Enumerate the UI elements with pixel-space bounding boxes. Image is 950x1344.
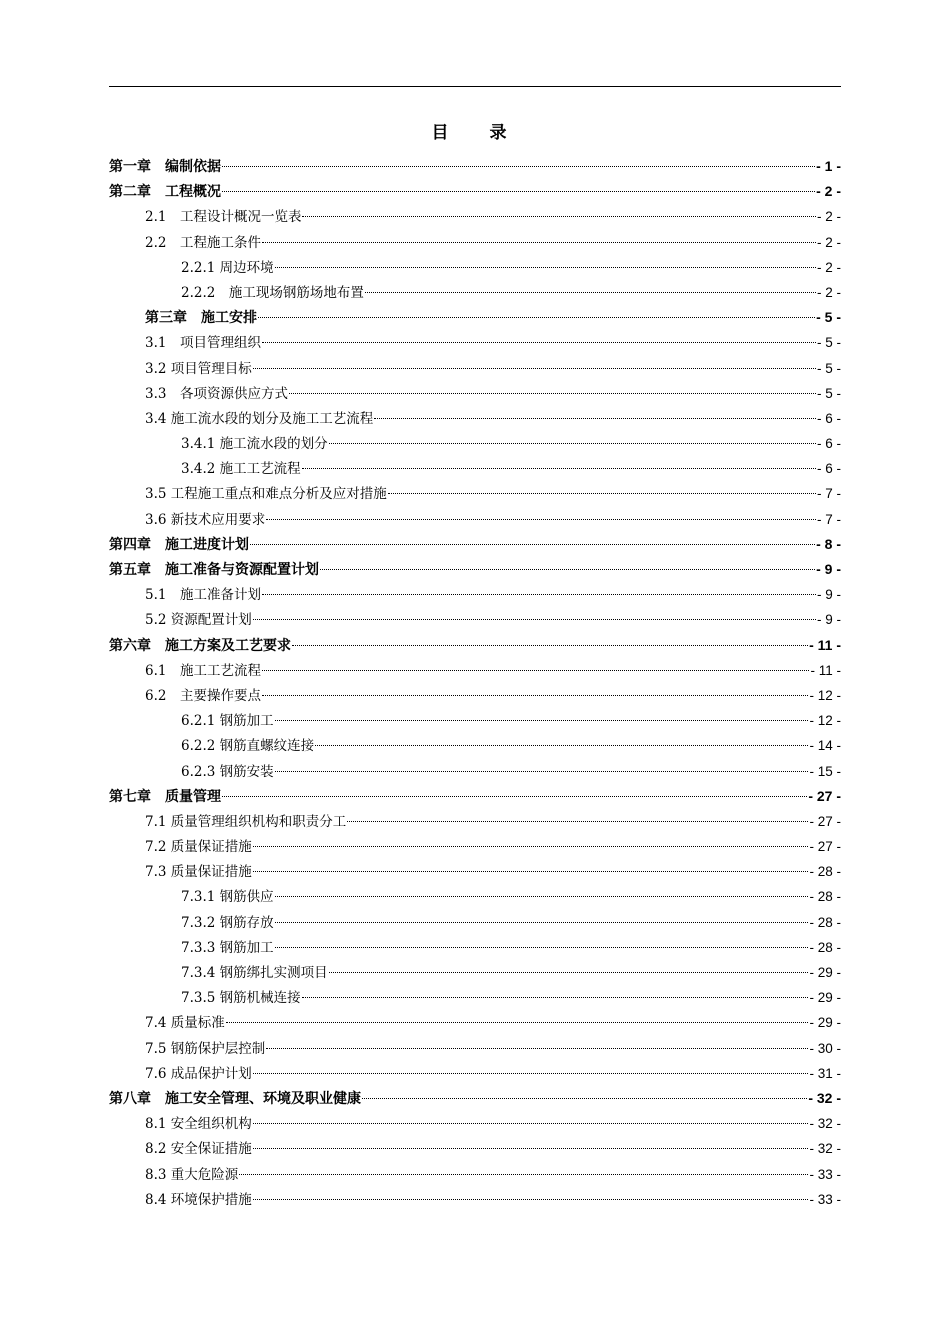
toc-entry-text: 6.1 施工工艺流程 [145,662,261,679]
toc-entry-page: - 5 - [816,335,841,351]
toc-dot-leader [262,695,809,696]
toc-dot-leader [222,166,815,167]
toc-dot-leader [292,645,808,646]
toc-dot-leader [262,342,816,343]
toc-entry-text: 2.2 工程施工条件 [145,234,261,251]
toc-entry-page: - 29 - [809,965,841,980]
toc-entry[interactable] [109,960,841,985]
toc-entry[interactable] [109,607,841,632]
toc-entry-text: 第七章 质量管理 [109,788,221,805]
toc-entry-page: - 15 - [809,763,841,779]
toc-dot-leader [262,594,816,595]
toc-entry-text: 5.1 施工准备计划 [145,587,261,604]
toc-entry-page: - 12 - [809,687,841,703]
toc-dot-leader [302,468,816,469]
toc-entry[interactable] [109,154,841,179]
toc-dot-leader [302,997,809,998]
toc-entry[interactable] [109,507,841,532]
toc-entry-text: 3.4.1 施工流水段的划分 [181,436,328,453]
toc-entry-text: 8.2 安全保证措施 [145,1141,252,1158]
toc-entry-text: 7.3.2 钢筋存放 [181,914,274,931]
toc-entry[interactable] [109,784,841,809]
toc-dot-leader [253,1148,809,1149]
toc-entry-page: - 5 - [816,309,841,326]
toc-entry[interactable] [109,204,841,229]
toc-entry[interactable] [109,759,841,784]
toc-dot-leader [275,720,809,721]
toc-entry-page: - 27 - [808,787,841,804]
toc-entry-text: 第八章 施工安全管理、环境及职业健康 [109,1090,361,1107]
toc-entry-text: 第四章 施工进度计划 [109,536,249,553]
toc-entry-text: 5.2 资源配置计划 [145,612,252,629]
toc-entry-page: - 27 - [809,839,841,855]
toc-entry[interactable] [109,406,841,431]
toc-entry-page: - 11 - [809,636,841,653]
toc-dot-leader [253,1073,809,1074]
toc-dot-leader [222,191,815,192]
toc-entry[interactable] [109,708,841,733]
toc-entry[interactable] [109,1036,841,1061]
toc-entry[interactable] [109,305,841,330]
toc-dot-leader [362,1098,807,1099]
toc-dot-leader [262,242,816,243]
toc-entry-page: - 14 - [809,738,841,754]
toc-entry[interactable] [109,1136,841,1161]
toc-entry[interactable] [109,532,841,557]
toc-dot-leader [275,896,809,897]
toc-entry-text: 第二章 工程概况 [109,184,221,201]
toc-entry-text: 3.3 各项资源供应方式 [145,385,288,402]
toc-entry-page: - 28 - [809,914,841,930]
toc-entry-page: - 2 - [816,209,841,225]
toc-dot-leader [275,947,809,948]
toc-entry[interactable] [109,481,841,506]
toc-dot-leader [253,1123,809,1124]
toc-entry-page: - 32 - [809,1116,841,1132]
toc-entry[interactable] [109,1086,841,1111]
toc-entry-text: 7.2 质量保证措施 [145,839,252,856]
toc-dot-leader [222,796,807,797]
toc-entry-page: - 31 - [809,1065,841,1081]
toc-dot-leader [289,393,816,394]
toc-entry-page: - 32 - [808,1089,841,1106]
toc-entry-text: 3.4.2 施工工艺流程 [181,461,301,478]
toc-entry[interactable] [109,1111,841,1136]
header-rule [109,86,841,87]
toc-entry[interactable] [109,456,841,481]
toc-dot-leader [365,292,816,293]
toc-entry-page: - 28 - [809,939,841,955]
toc-entry[interactable] [109,1187,841,1212]
toc-entry-text: 7.6 成品保护计划 [145,1065,252,1082]
toc-entry-text: 7.4 质量标准 [145,1015,225,1032]
toc-dot-leader [374,418,816,419]
toc-entry[interactable] [109,230,841,255]
toc-entry-page: - 9 - [816,612,841,628]
toc-entry[interactable] [109,658,841,683]
toc-entry-page: - 2 - [816,234,841,250]
toc-entry-page: - 28 - [809,864,841,880]
toc-entry-text: 第五章 施工准备与资源配置计划 [109,562,319,578]
toc-entry[interactable] [109,910,841,935]
toc-entry-text: 7.3.4 钢筋绑扎实测项目 [181,965,328,981]
toc-dot-leader [239,1174,808,1175]
toc-entry-text: 8.4 环境保护措施 [145,1191,252,1208]
toc-entry[interactable] [109,431,841,456]
toc-entry[interactable] [109,557,841,582]
toc-entry-page: - 27 - [809,813,841,829]
toc-entry-page: - 2 - [816,183,841,200]
toc-list [109,154,841,1212]
toc-entry[interactable] [109,255,841,280]
toc-entry-text: 3.5 工程施工重点和难点分析及应对措施 [145,486,387,503]
toc-dot-leader [329,443,816,444]
toc-entry[interactable] [109,179,841,204]
toc-entry-text: 7.3.3 钢筋加工 [181,939,274,956]
toc-entry-text: 2.2.1 周边环境 [181,259,274,276]
toc-entry-text: 6.2 主要操作要点 [145,687,261,704]
toc-dot-leader [253,619,816,620]
toc-entry[interactable] [109,381,841,406]
toc-entry-text: 6.2.3 钢筋安装 [181,763,274,780]
toc-dot-leader [320,569,815,570]
toc-entry-text: 7.3.5 钢筋机械连接 [181,990,301,1007]
toc-dot-leader [275,267,816,268]
toc-entry[interactable] [109,582,841,607]
toc-entry-text: 6.2.1 钢筋加工 [181,713,274,730]
toc-entry-page: - 28 - [809,889,841,905]
toc-entry-page: - 2 - [816,284,841,300]
toc-entry-page: - 5 - [816,360,841,376]
toc-entry-page: - 7 - [816,486,841,502]
toc-dot-leader [262,670,810,671]
toc-entry-page: - 29 - [809,990,841,1006]
toc-entry-page: - 2 - [816,259,841,275]
toc-entry-page: - 33 - [809,1166,841,1182]
toc-entry-page: - 9 - [816,587,841,603]
toc-entry-text: 3.2 项目管理目标 [145,360,252,377]
toc-entry-page: - 8 - [816,535,841,552]
toc-entry-page: - 6 - [816,436,841,452]
toc-entry[interactable] [109,1061,841,1086]
toc-entry[interactable] [109,1162,841,1187]
toc-entry-page: - 11 - [810,662,841,678]
toc-title: 目 录 [431,123,519,143]
toc-entry[interactable] [109,356,841,381]
toc-entry-text: 第三章 施工安排 [145,310,257,327]
toc-entry-text: 3.4 施工流水段的划分及施工工艺流程 [145,410,374,427]
toc-entry[interactable] [109,985,841,1010]
toc-entry-text: 3.6 新技术应用要求 [145,511,266,528]
toc-dot-leader [347,821,808,822]
toc-entry[interactable] [109,935,841,960]
toc-entry[interactable] [109,280,841,305]
toc-dot-leader [275,771,809,772]
toc-entry[interactable] [109,884,841,909]
toc-dot-leader [388,493,816,494]
toc-dot-leader [258,317,815,318]
toc-entry-text: 8.3 重大危险源 [145,1166,239,1183]
toc-entry[interactable] [109,683,841,708]
toc-entry-text: 第六章 施工方案及工艺要求 [109,637,291,654]
toc-entry-text: 2.1 工程设计概况一览表 [145,209,302,226]
toc-dot-leader [253,368,816,369]
toc-entry[interactable] [109,633,841,658]
toc-entry-page: - 6 - [816,461,841,477]
toc-dot-leader [253,1199,809,1200]
toc-entry-page: - 7 - [816,511,841,527]
toc-dot-leader [226,1022,809,1023]
toc-entry[interactable] [109,834,841,859]
toc-dot-leader [315,745,808,746]
toc-entry-text: 7.1 质量管理组织机构和职责分工 [145,813,347,830]
toc-entry-text: 7.3.1 钢筋供应 [181,889,274,906]
toc-entry-page: - 30 - [809,1040,841,1056]
toc-entry-page: - 29 - [809,1015,841,1031]
toc-entry[interactable] [109,733,841,758]
toc-entry-text: 7.5 钢筋保护层控制 [145,1040,266,1057]
toc-entry-text: 7.3 质量保证措施 [145,864,252,881]
toc-entry-page: - 33 - [809,1191,841,1207]
toc-dot-leader [253,846,809,847]
toc-entry-page: - 9 - [816,561,841,577]
toc-dot-leader [250,544,815,545]
toc-entry-page: - 32 - [809,1141,841,1157]
toc-entry-text: 第一章 编制依据 [109,159,221,175]
toc-dot-leader [329,972,809,973]
toc-entry[interactable] [109,1010,841,1035]
toc-entry[interactable] [109,859,841,884]
toc-dot-leader [253,871,809,872]
toc-entry-text: 2.2.2 施工现场钢筋场地布置 [181,284,364,301]
toc-entry-text: 8.1 安全组织机构 [145,1116,252,1133]
toc-entry-text: 6.2.2 钢筋直螺纹连接 [181,738,315,755]
toc-entry-text: 3.1 项目管理组织 [145,335,261,352]
toc-dot-leader [275,922,809,923]
toc-dot-leader [266,519,816,520]
toc-entry[interactable] [109,330,841,355]
toc-entry-page: - 5 - [816,385,841,401]
toc-entry-page: - 6 - [816,410,841,426]
toc-entry-page: - 1 - [816,158,841,174]
toc-dot-leader [266,1048,808,1049]
toc-entry[interactable] [109,809,841,834]
toc-dot-leader [302,216,816,217]
toc-entry-page: - 12 - [809,713,841,729]
